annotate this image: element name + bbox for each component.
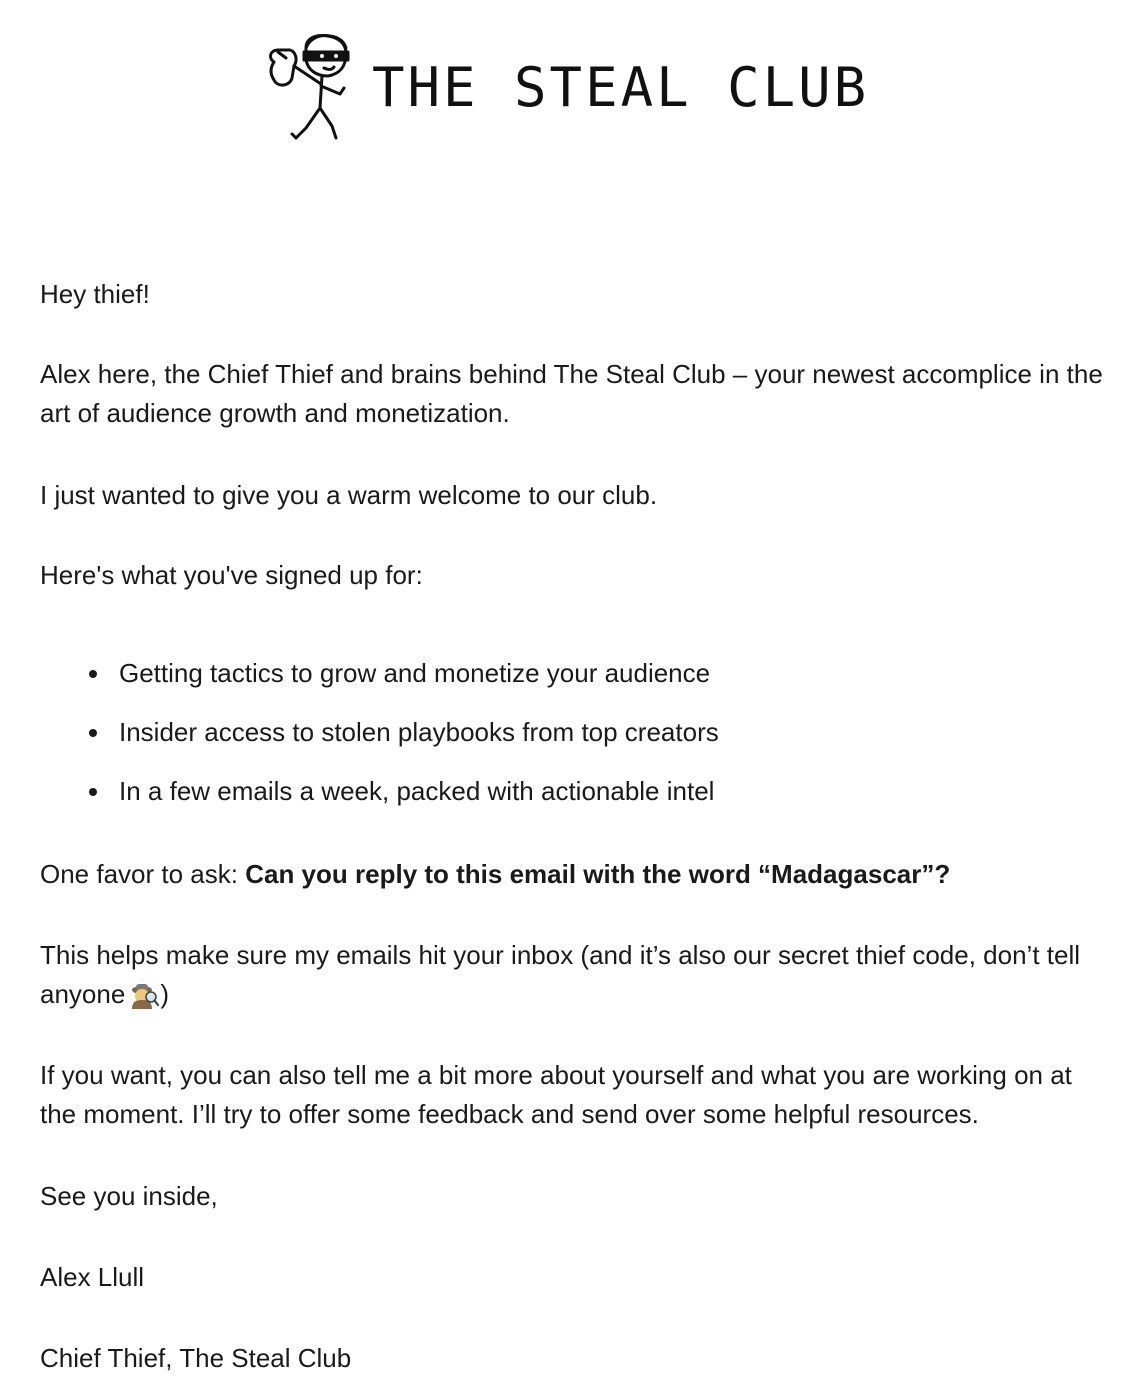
list-item [40, 654, 1106, 713]
greeting: Hey thief! [40, 279, 150, 309]
favor-question: Can you reply to this email with the word “Madagascar”? [245, 859, 951, 889]
signature-title: Chief Thief, The Steal Club [40, 1343, 352, 1373]
email-header [0, 30, 1146, 146]
bullet-icon [89, 670, 97, 678]
list-item [40, 713, 1106, 772]
list-item-text: Insider access to stolen playbooks from top creators [119, 717, 719, 747]
signed-up-heading: Here's what you've signed up for: [40, 560, 423, 590]
list-item [40, 772, 1106, 831]
bullet-icon [89, 788, 97, 796]
inbox-note-close: ) [160, 979, 169, 1009]
favor-paragraph [40, 855, 1106, 894]
benefits-list [40, 654, 1106, 831]
brand-wordmark: THE STEAL CLUB [372, 56, 870, 119]
more-about-you-paragraph: If you want, you can also tell me a bit more about yourself and what you are working on at the moment. I’ll try to offer some feedback and send over some helpful resources. [40, 1060, 1072, 1129]
favor-prefix: One favor to ask: [40, 859, 246, 889]
bullet-icon [89, 729, 97, 737]
inbox-note-paragraph [40, 936, 1106, 1014]
inbox-note-text: This helps make sure my emails hit your inbox (and it’s also our secret thief code, don’t tell anyone [40, 940, 1080, 1009]
list-item-text: Getting tactics to grow and monetize your audience [119, 658, 711, 688]
sign-off: See you inside, [40, 1181, 218, 1211]
list-item-text: In a few emails a week, packed with actionable intel [119, 776, 715, 806]
intro-paragraph: Alex here, the Chief Thief and brains behind The Steal Club – your newest accomplice in the art of audience growth and monetization. [40, 359, 1103, 428]
detective-icon [129, 981, 159, 1009]
signature-name: Alex Llull [40, 1262, 145, 1292]
welcome-paragraph: I just wanted to give you a warm welcome to our club. [40, 480, 658, 510]
thief-logo-icon [266, 30, 356, 146]
